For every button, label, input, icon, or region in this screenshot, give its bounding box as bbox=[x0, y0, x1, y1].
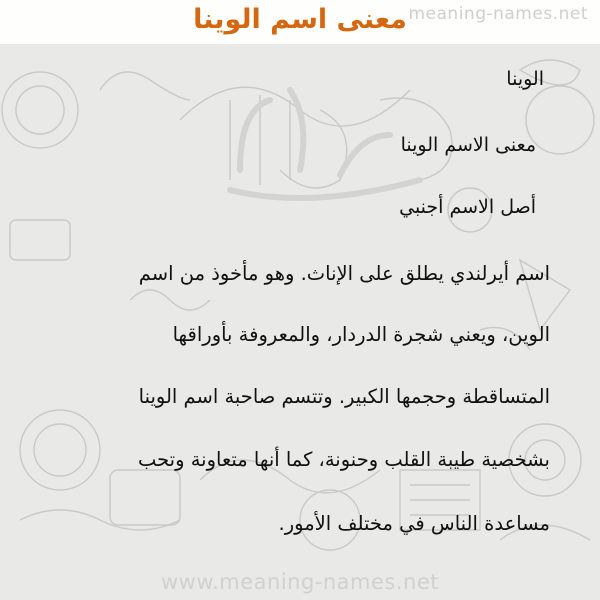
watermark-top: meaning-names.net bbox=[408, 4, 588, 24]
description-line-3: المتساقطة وحجمها الكبير. وتتسم صاحبة اسم الوينا bbox=[138, 385, 550, 408]
origin-label: أصل الاسم أجنبي bbox=[399, 196, 536, 218]
watermark-bottom: www.meaning-names.net bbox=[160, 570, 439, 594]
description-line-4: بشخصية طيبة القلب وحنونة، كما أنها متعاونة وتحب bbox=[137, 448, 550, 471]
name-label: الوينا bbox=[506, 68, 544, 90]
description-line-5: مساعدة الناس في مختلف الأمور. bbox=[278, 512, 550, 535]
page-title: معنى اسم الوينا bbox=[193, 4, 407, 35]
meaning-heading: معنى الاسم الوينا bbox=[400, 134, 536, 156]
description-line-1: اسم أيرلندي يطلق على الإناث. وهو مأخوذ من اسم bbox=[138, 262, 550, 285]
description-line-2: الوين، ويعني شجرة الدردار، والمعروفة بأوراقها bbox=[172, 323, 550, 346]
